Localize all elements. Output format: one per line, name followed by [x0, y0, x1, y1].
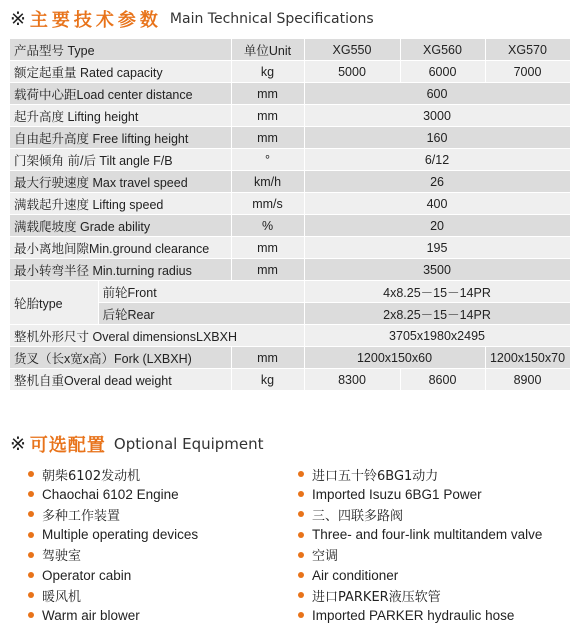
row-value: 8600 — [400, 369, 485, 391]
list-item — [28, 565, 198, 585]
bullet-icon — [28, 532, 34, 538]
list-item — [298, 525, 542, 545]
main-specifications-heading — [10, 4, 374, 34]
row-value: 3705x1980x2495 — [304, 325, 570, 347]
table-row — [10, 105, 570, 127]
option-label: Imported Isuzu 6BG1 Power — [312, 486, 482, 502]
header-type: 产品型号 Type — [10, 39, 231, 61]
option-label: Chaochai 6102 Engine — [42, 486, 179, 502]
heading-chinese: 主要技术参数 — [29, 10, 162, 31]
row-label: 整机自重Overal dead weight — [10, 369, 231, 391]
reference-mark: ※ — [10, 433, 26, 455]
bullet-icon — [28, 592, 34, 598]
option-label: 空调 — [312, 549, 339, 565]
bullet-icon — [28, 612, 34, 618]
option-label: Operator cabin — [42, 567, 132, 583]
option-label: Air conditioner — [312, 567, 399, 583]
row-label: 满载起升速度 Lifting speed — [10, 193, 231, 215]
list-item — [298, 545, 542, 565]
option-label: 多种工作装置 — [42, 508, 121, 524]
row-label: 额定起重量 Rated capacity — [10, 61, 231, 83]
row-label: 起升高度 Lifting height — [10, 105, 231, 127]
bullet-icon — [28, 552, 34, 558]
row-label: 货叉（长x宽x高）Fork (LXBXH) — [10, 347, 231, 369]
row-unit: km/h — [231, 171, 304, 193]
row-value: 1200x150x70 — [485, 347, 570, 369]
row-value: 600 — [304, 83, 570, 105]
tyre-rear-value: 2x8.25－15－14PR — [304, 303, 570, 325]
option-label: Warm air blower — [42, 607, 140, 623]
bullet-icon — [28, 491, 34, 497]
row-unit: mm — [231, 83, 304, 105]
table-row — [10, 171, 570, 193]
option-label: 驾驶室 — [42, 549, 82, 565]
list-item — [298, 605, 542, 625]
row-value: 195 — [304, 237, 570, 259]
heading-chinese: 可选配置 — [29, 435, 106, 456]
row-value: 160 — [304, 127, 570, 149]
bullet-icon — [298, 491, 304, 497]
row-value: 26 — [304, 171, 570, 193]
list-item — [298, 504, 542, 524]
options-left-column — [28, 464, 198, 626]
row-value: 7000 — [485, 61, 570, 83]
row-value: 3500 — [304, 259, 570, 281]
table-row — [10, 369, 570, 391]
row-unit: mm — [231, 347, 304, 369]
row-label: 最小转弯半径 Min.turning radius — [10, 259, 231, 281]
row-label: 门架倾角 前/后 Tilt angle F/B — [10, 149, 231, 171]
option-label: 暖风机 — [42, 589, 82, 605]
table-row — [10, 237, 570, 259]
tyre-rear-label: 后轮Rear — [98, 303, 304, 325]
table-header-row — [10, 39, 570, 61]
row-unit: kg — [231, 61, 304, 83]
table-row — [10, 215, 570, 237]
heading-english: Main Technical Specifications — [169, 11, 374, 27]
optional-equipment-heading — [10, 430, 264, 458]
bullet-icon — [298, 471, 304, 477]
bullet-icon — [298, 511, 304, 517]
table-row — [10, 325, 570, 347]
row-unit: mm/s — [231, 193, 304, 215]
list-item — [298, 585, 542, 605]
table-row — [10, 193, 570, 215]
row-unit: mm — [231, 259, 304, 281]
bullet-icon — [28, 471, 34, 477]
bullet-icon — [298, 612, 304, 618]
row-value: 3000 — [304, 105, 570, 127]
table-row-tyre-front — [10, 281, 570, 303]
row-value: 20 — [304, 215, 570, 237]
table-row — [10, 259, 570, 281]
row-label: 满载爬坡度 Grade ability — [10, 215, 231, 237]
row-label: 最小离地间隙Min.ground clearance — [10, 237, 231, 259]
row-label: 最大行驶速度 Max travel speed — [10, 171, 231, 193]
row-unit: % — [231, 215, 304, 237]
tyre-front-label: 前轮Front — [98, 281, 304, 303]
option-label: Three- and four-link multitandem valve — [312, 527, 543, 543]
list-item — [28, 585, 198, 605]
row-label: 载荷中心距Load center distance — [10, 83, 231, 105]
list-item — [298, 484, 542, 504]
header-model: XG560 — [400, 39, 485, 61]
header-model: XG550 — [304, 39, 400, 61]
row-value: 8300 — [304, 369, 400, 391]
row-value: 6000 — [400, 61, 485, 83]
table-row — [10, 127, 570, 149]
options-right-column — [298, 464, 542, 626]
option-label: 朝柴6102发动机 — [42, 468, 141, 484]
table-row — [10, 61, 570, 83]
table-row — [10, 149, 570, 171]
reference-mark: ※ — [10, 8, 26, 30]
table-row — [10, 83, 570, 105]
tyre-label: 轮胎type — [10, 281, 98, 325]
row-value: 400 — [304, 193, 570, 215]
row-label: 整机外形尺寸 Overal dimensionsLXBXH — [10, 325, 304, 347]
row-label: 自由起升高度 Free lifting height — [10, 127, 231, 149]
header-unit: 单位Unit — [231, 39, 304, 61]
option-label: Imported PARKER hydraulic hose — [312, 607, 515, 623]
list-item — [298, 464, 542, 484]
row-value: 8900 — [485, 369, 570, 391]
list-item — [28, 605, 198, 625]
row-unit: kg — [231, 369, 304, 391]
row-value: 1200x150x60 — [304, 347, 485, 369]
option-label: 进口PARKER液压软管 — [312, 589, 441, 605]
option-label: 三、四联多路阀 — [312, 508, 404, 524]
list-item — [28, 464, 198, 484]
list-item — [28, 484, 198, 504]
row-unit: mm — [231, 237, 304, 259]
bullet-icon — [298, 592, 304, 598]
specifications-table — [10, 39, 571, 391]
list-item — [28, 504, 198, 524]
list-item — [28, 545, 198, 565]
row-unit: mm — [231, 127, 304, 149]
list-item — [298, 565, 542, 585]
option-label: 进口五十铃6BG1动力 — [312, 468, 439, 484]
option-label: Multiple operating devices — [42, 527, 199, 543]
row-value: 6/12 — [304, 149, 570, 171]
heading-english: Optional Equipment — [113, 435, 264, 453]
row-value: 5000 — [304, 61, 400, 83]
bullet-icon — [28, 511, 34, 517]
tyre-front-value: 4x8.25－15－14PR — [304, 281, 570, 303]
bullet-icon — [298, 572, 304, 578]
bullet-icon — [298, 532, 304, 538]
table-row — [10, 347, 570, 369]
header-model: XG570 — [485, 39, 570, 61]
list-item — [28, 525, 198, 545]
bullet-icon — [28, 572, 34, 578]
bullet-icon — [298, 552, 304, 558]
row-unit: ° — [231, 149, 304, 171]
row-unit: mm — [231, 105, 304, 127]
